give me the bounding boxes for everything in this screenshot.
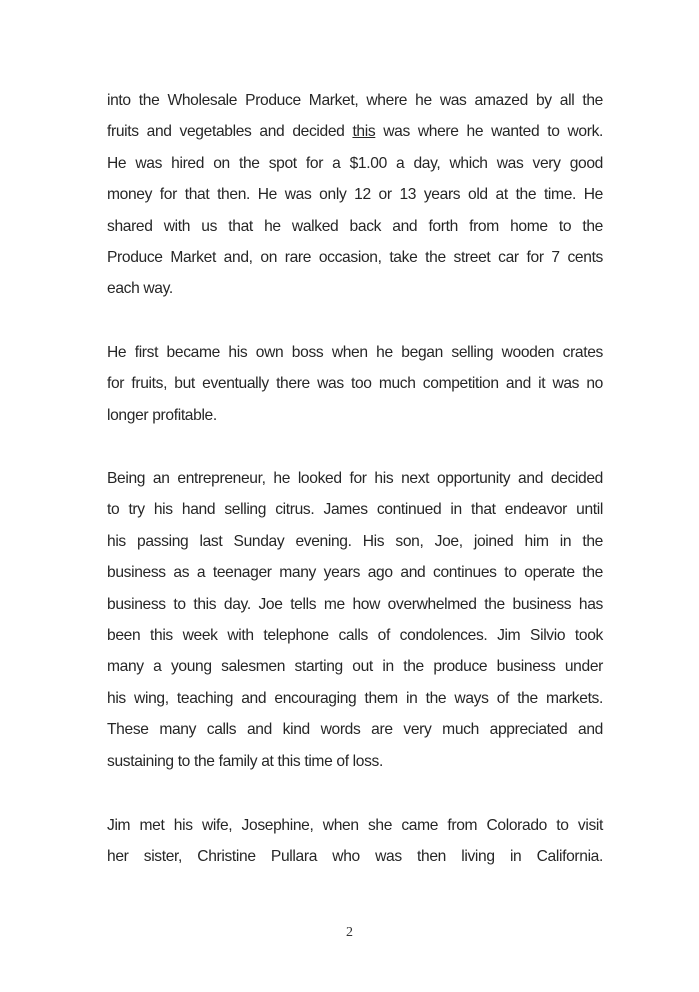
text-line: for fruits, but eventually there was too much competition and it was no <box>107 375 603 393</box>
text-line: business to this day. Joe tells me how overwhelmed the business has <box>107 595 603 613</box>
text-line: shared with us that he walked back and forth from home to the <box>107 217 603 235</box>
text-line: Being an entrepreneur, he looked for his next opportunity and decided <box>107 470 603 487</box>
text-line: many a young salesmen starting out in the produce business under <box>107 658 603 676</box>
text-segment: was where he wanted to work. <box>375 123 604 141</box>
text-line: her sister, Christine Pullara who was then living in California. <box>107 848 603 866</box>
paragraph-produce-market <box>107 85 603 305</box>
text-segment: fruits and vegetables and decided <box>107 123 353 141</box>
text-line: He first became his own boss when he began selling wooden crates <box>107 344 603 361</box>
text-line: longer profitable. <box>107 406 217 424</box>
text-line: money for that then. He was only 12 or 13 years old at the time. He <box>107 186 603 204</box>
text-line: business as a teenager many years ago and continues to operate the <box>107 564 603 582</box>
paragraph-josephine <box>107 810 603 873</box>
underlined-word: this <box>352 123 376 141</box>
text-line: These many calls and kind words are very much appreciated and <box>107 721 603 739</box>
text-line: been this week with telephone calls of condolences. Jim Silvio took <box>107 626 603 644</box>
text-line <box>107 116 603 147</box>
paragraph-entrepreneur <box>107 463 603 777</box>
text-line: Produce Market and, on rare occasion, take the street car for 7 cents <box>107 248 603 266</box>
text-line: his passing last Sunday evening. His son, Joe, joined him in the <box>107 532 603 550</box>
text-line: his wing, teaching and encouraging them in the ways of the markets. <box>107 689 603 707</box>
text-line: to try his hand selling citrus. James continued in that endeavor until <box>107 501 603 519</box>
text-line: sustaining to the family at this time of loss. <box>107 752 383 770</box>
paragraph-own-boss <box>107 337 603 431</box>
page-number: 2 <box>346 925 353 940</box>
text-line: into the Wholesale Produce Market, where he was amazed by all the <box>107 92 603 109</box>
text-line: He was hired on the spot for a $1.00 a day, which was very good <box>107 154 603 172</box>
text-line: each way. <box>107 280 173 298</box>
text-line: Jim met his wife, Josephine, when she came from Colorado to visit <box>107 817 603 834</box>
